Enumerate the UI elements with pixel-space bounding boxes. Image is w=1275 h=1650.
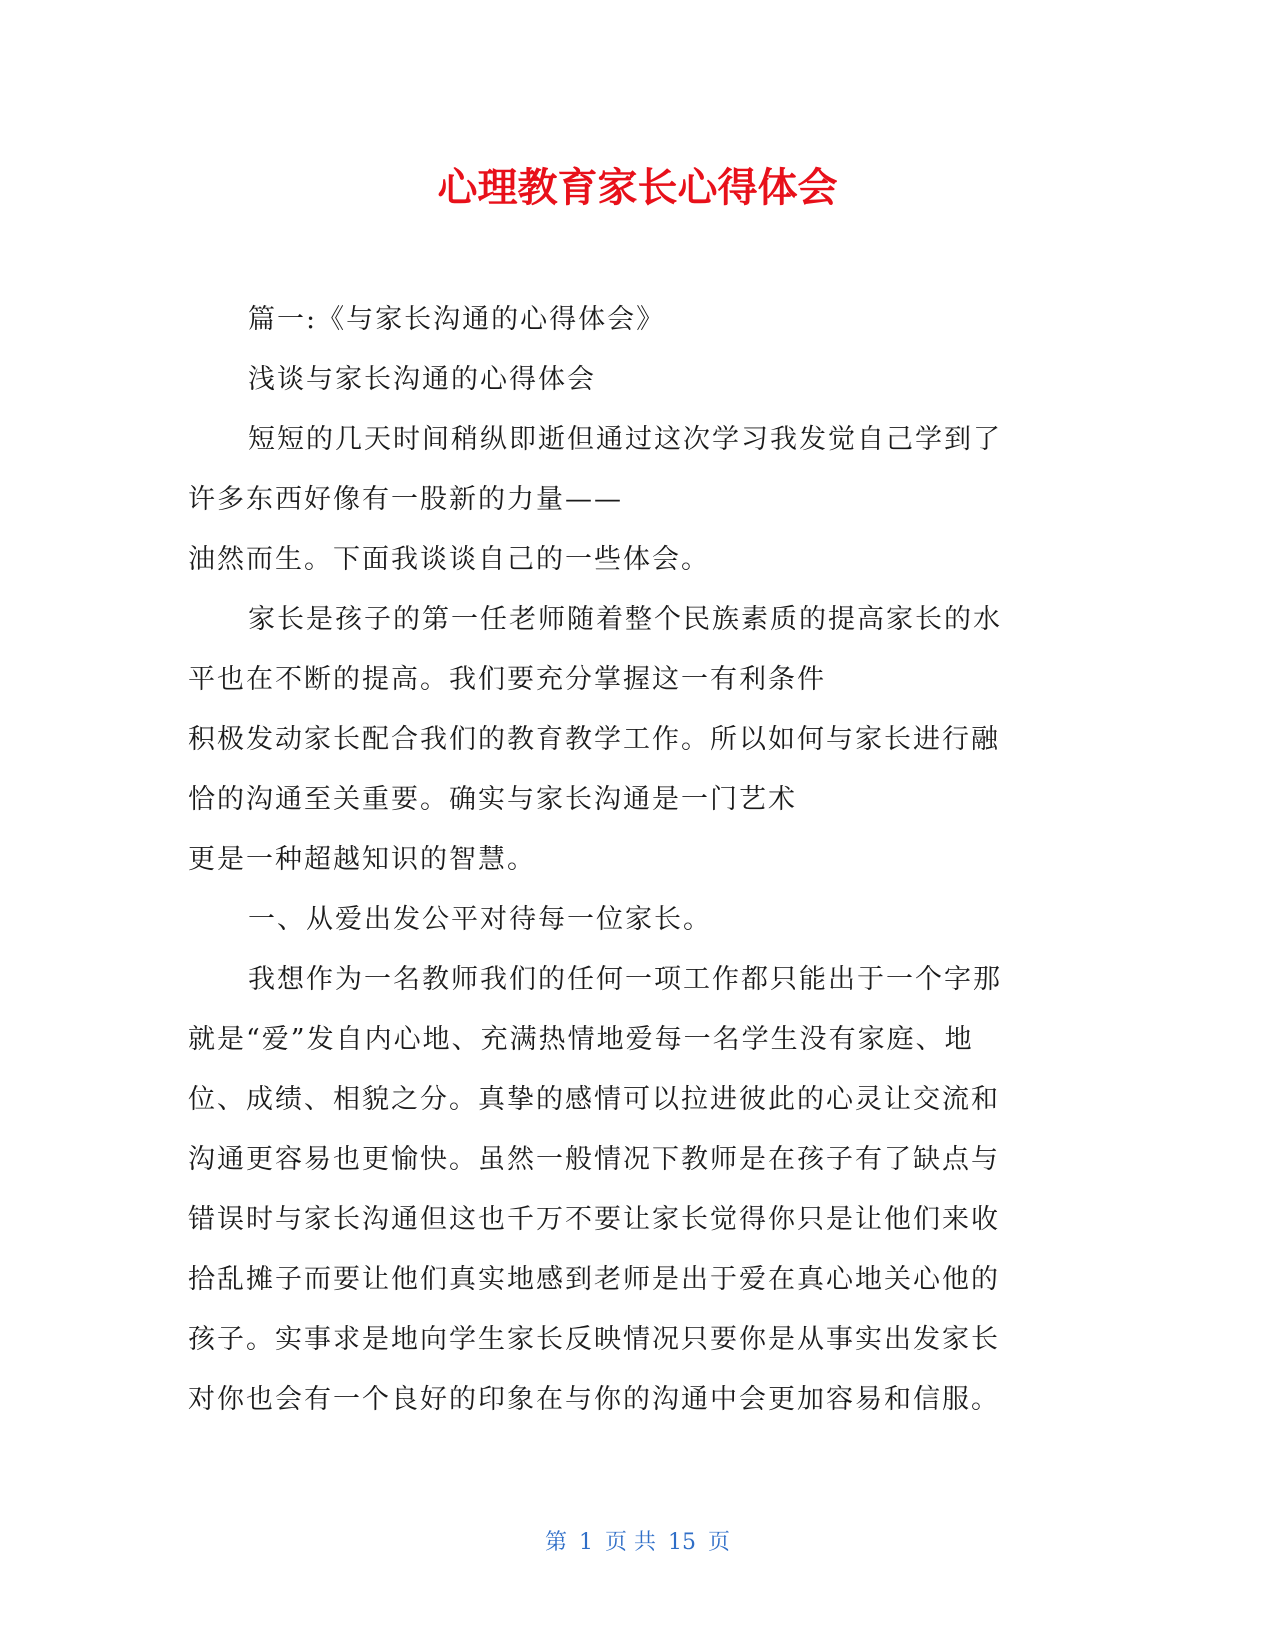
paragraph-line: 拾乱摊子而要让他们真实地感到老师是出于爱在真心地关心他的 (188, 1264, 1000, 1295)
paragraph-line: 许多东西好像有一股新的力量—— (188, 484, 623, 515)
section-heading: 篇一:《与家长沟通的心得体会》 (248, 304, 666, 335)
paragraph-line: 平也在不断的提高。我们要充分掌握这一有利条件 (188, 664, 826, 695)
total-pages-number: 15 (668, 1530, 696, 1555)
article-subtitle: 浅谈与家长沟通的心得体会 (248, 364, 596, 395)
paragraph-line: 沟通更容易也更愉快。虽然一般情况下教师是在孩子有了缺点与 (188, 1144, 1000, 1175)
document-title: 心理教育家长心得体会 (437, 165, 838, 211)
paragraph-line: 恰的沟通至关重要。确实与家长沟通是一门艺术 (188, 784, 797, 815)
document-body (188, 290, 1048, 1430)
paragraph-line: 就是“爱”发自内心地、充满热情地爱每一名学生没有家庭、地 (188, 1024, 974, 1055)
paragraph-line: 位、成绩、相貌之分。真挚的感情可以拉进彼此的心灵让交流和 (188, 1084, 1000, 1115)
paragraph-line: 我想作为一名教师我们的任何一项工作都只能出于一个字那 (248, 964, 1002, 995)
point-heading: 一、从爱出发公平对待每一位家长。 (248, 904, 712, 935)
paragraph-line: 家长是孩子的第一任老师随着整个民族素质的提高家长的水 (248, 604, 1002, 635)
paragraph-line: 更是一种超越知识的智慧。 (188, 844, 536, 875)
current-page-number: 1 (579, 1530, 593, 1555)
page-footer (0, 1528, 1275, 1558)
footer-middle: 页 共 (605, 1530, 656, 1555)
paragraph-line: 错误时与家长沟通但这也千万不要让家长觉得你只是让他们来收 (188, 1204, 1000, 1235)
paragraph-line: 短短的几天时间稍纵即逝但通过这次学习我发觉自己学到了 (248, 424, 1002, 455)
footer-prefix: 第 (544, 1530, 567, 1555)
footer-suffix: 页 (708, 1530, 731, 1555)
paragraph-line: 积极发动家长配合我们的教育教学工作。所以如何与家长进行融 (188, 724, 1000, 755)
paragraph-line: 孩子。实事求是地向学生家长反映情况只要你是从事实出发家长 (188, 1324, 1000, 1355)
paragraph-line: 油然而生。下面我谈谈自己的一些体会。 (188, 544, 710, 575)
paragraph-line: 对你也会有一个良好的印象在与你的沟通中会更加容易和信服。 (188, 1384, 1000, 1415)
